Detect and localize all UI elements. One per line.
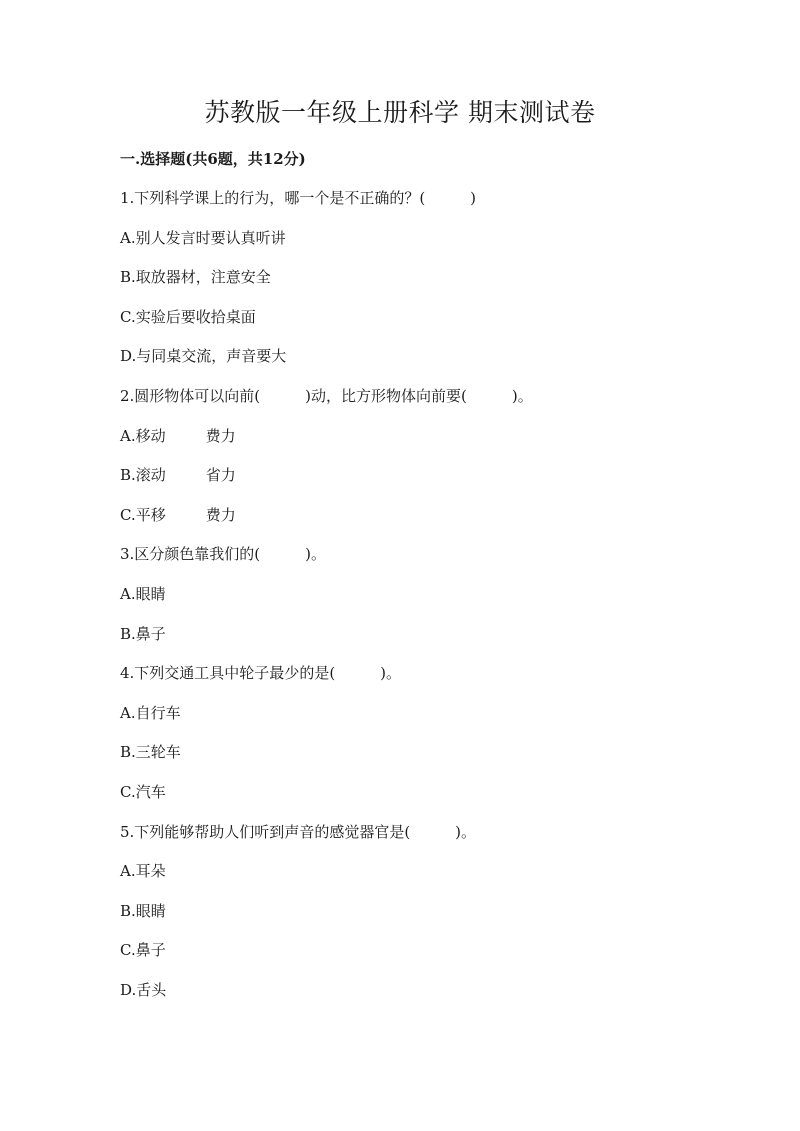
option-5b: B.眼睛 [120, 902, 166, 920]
section-heading: 一.选择题(共6题，共12分) [120, 150, 306, 168]
question-2: 2.圆形物体可以向前( )动，比方形物体向前要( )。 [120, 387, 533, 405]
option-2a: A.移动 费力 [120, 427, 236, 445]
option-2c: C.平移 费力 [120, 506, 236, 524]
option-3b: B.鼻子 [120, 625, 166, 643]
option-5a: A.耳朵 [120, 862, 166, 880]
question-3: 3.区分颜色靠我们的( )。 [120, 545, 327, 563]
question-5: 5.下列能够帮助人们听到声音的感觉器官是( )。 [120, 823, 477, 841]
option-5d: D.舌头 [120, 981, 167, 999]
option-4b: B.三轮车 [120, 743, 181, 761]
page-title: 苏教版一年级上册科学 期末测试卷 [204, 98, 596, 127]
option-1c: C.实验后要收拾桌面 [120, 308, 256, 326]
option-1b: B.取放器材，注意安全 [120, 268, 271, 286]
option-3a: A.眼睛 [120, 585, 166, 603]
option-4c: C.汽车 [120, 783, 166, 801]
option-2b: B.滚动 省力 [120, 466, 236, 484]
question-1: 1.下列科学课上的行为，哪一个是不正确的？( ) [120, 189, 477, 207]
option-1a: A.别人发言时要认真听讲 [120, 229, 286, 247]
option-1d: D.与同桌交流，声音要大 [120, 347, 287, 365]
question-4: 4.下列交通工具中轮子最少的是( )。 [120, 664, 402, 682]
option-4a: A.自行车 [120, 704, 181, 722]
option-5c: C.鼻子 [120, 941, 166, 959]
